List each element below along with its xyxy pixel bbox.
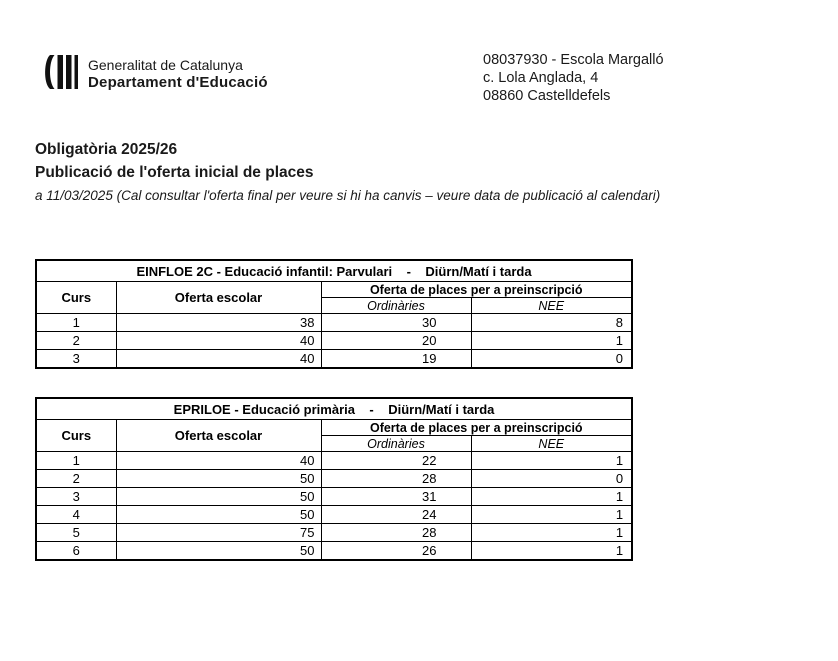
column-header-nee: NEE [471, 298, 632, 314]
cell-oferta-escolar: 40 [116, 332, 321, 350]
cell-nee: 1 [471, 452, 632, 470]
cell-curs: 6 [36, 542, 116, 561]
cell-nee: 1 [471, 506, 632, 524]
cell-nee: 1 [471, 542, 632, 561]
cell-ordinaries: 20 [321, 332, 471, 350]
cell-curs: 2 [36, 470, 116, 488]
column-header-oferta-escolar: Oferta escolar [116, 282, 321, 314]
table-row [36, 332, 632, 350]
cell-nee: 1 [471, 488, 632, 506]
column-header-ordinaries: Ordinàries [321, 436, 471, 452]
cell-curs: 3 [36, 488, 116, 506]
table-row [36, 506, 632, 524]
page-title-term: Obligatòria 2025/26 [35, 141, 178, 158]
column-header-nee: NEE [471, 436, 632, 452]
cell-nee: 0 [471, 470, 632, 488]
cell-curs: 1 [36, 314, 116, 332]
table-title: EPRILOE - Educació primària - Diürn/Matí i tarda [36, 398, 632, 420]
offer-table-infantil [35, 259, 633, 369]
cell-nee: 0 [471, 350, 632, 369]
page-title-main: Publicació de l'oferta inicial de places [35, 164, 314, 181]
department-name: Departament d'Educació [88, 74, 268, 91]
cell-oferta-escolar: 40 [116, 350, 321, 369]
column-header-preinscripcio: Oferta de places per a preinscripció [321, 282, 632, 298]
column-header-curs: Curs [36, 282, 116, 314]
school-code-name: 08037930 - Escola Margalló [483, 52, 664, 68]
school-block [483, 51, 664, 105]
cell-ordinaries: 30 [321, 314, 471, 332]
column-header-oferta-escolar: Oferta escolar [116, 420, 321, 452]
table-title: EINFLOE 2C - Educació infantil: Parvulari - Diürn/Matí i tarda [36, 260, 632, 282]
org-name: Generalitat de Catalunya [88, 57, 243, 73]
cell-ordinaries: 19 [321, 350, 471, 369]
cell-curs: 3 [36, 350, 116, 369]
cell-oferta-escolar: 50 [116, 542, 321, 561]
cell-nee: 1 [471, 332, 632, 350]
table-row [36, 350, 632, 369]
cell-ordinaries: 24 [321, 506, 471, 524]
cell-ordinaries: 22 [321, 452, 471, 470]
cell-ordinaries: 28 [321, 470, 471, 488]
table-row [36, 314, 632, 332]
cell-oferta-escolar: 50 [116, 506, 321, 524]
table-row [36, 452, 632, 470]
cell-oferta-escolar: 50 [116, 470, 321, 488]
column-header-ordinaries: Ordinàries [321, 298, 471, 314]
cell-curs: 1 [36, 452, 116, 470]
cell-ordinaries: 28 [321, 524, 471, 542]
title-block [35, 140, 660, 203]
school-city: 08860 Castelldefels [483, 88, 611, 104]
cell-oferta-escolar: 40 [116, 452, 321, 470]
column-header-curs: Curs [36, 420, 116, 452]
cell-ordinaries: 31 [321, 488, 471, 506]
column-header-preinscripcio: Oferta de places per a preinscripció [321, 420, 632, 436]
cell-oferta-escolar: 50 [116, 488, 321, 506]
table-row [36, 524, 632, 542]
offer-table-primaria [35, 397, 633, 561]
generalitat-logo-icon [40, 52, 80, 92]
table-row [36, 542, 632, 561]
cell-oferta-escolar: 38 [116, 314, 321, 332]
cell-curs: 5 [36, 524, 116, 542]
org-block [88, 57, 268, 91]
table-row [36, 488, 632, 506]
cell-curs: 2 [36, 332, 116, 350]
table-row [36, 470, 632, 488]
cell-oferta-escolar: 75 [116, 524, 321, 542]
cell-ordinaries: 26 [321, 542, 471, 561]
cell-nee: 8 [471, 314, 632, 332]
school-street: c. Lola Anglada, 4 [483, 70, 599, 86]
publication-note: a 11/03/2025 (Cal consultar l'oferta final per veure si hi ha canvis – veure data de publicació al calendari) [35, 188, 661, 203]
cell-nee: 1 [471, 524, 632, 542]
cell-curs: 4 [36, 506, 116, 524]
